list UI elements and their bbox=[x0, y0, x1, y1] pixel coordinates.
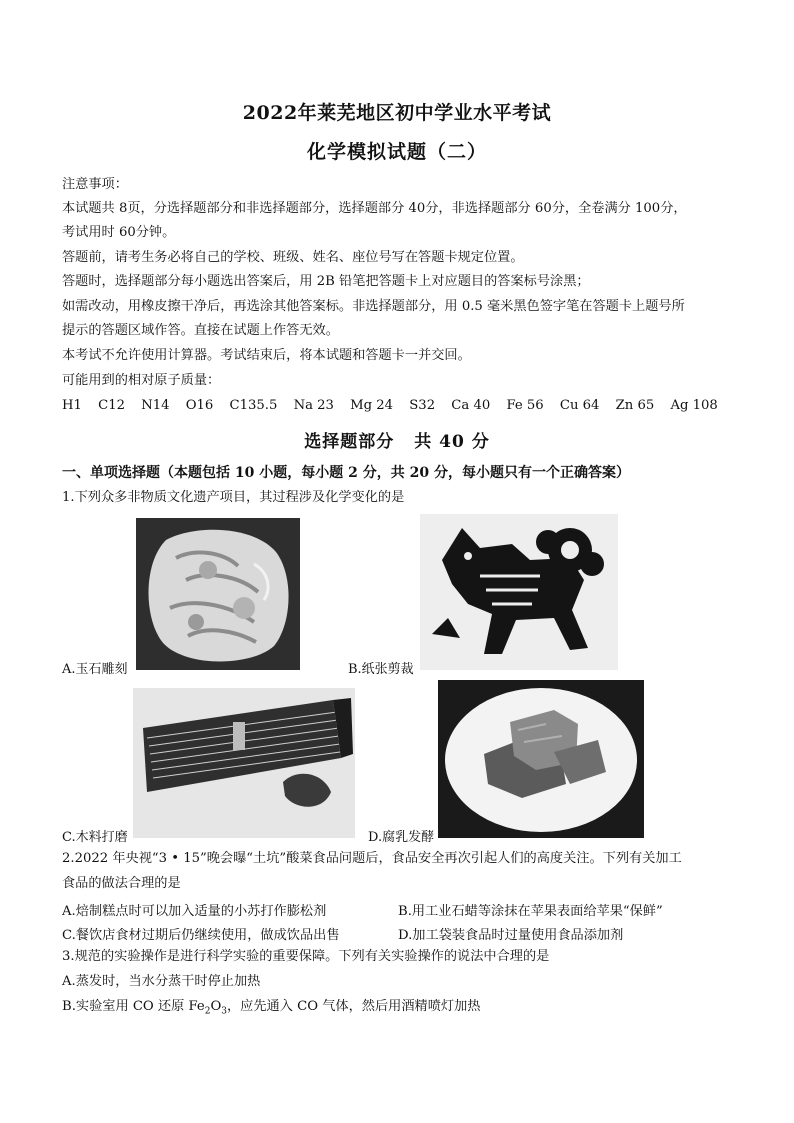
q2-stem-line-2: 食品的做法合理的是 bbox=[62, 876, 181, 891]
notes-line-6: 提示的答题区域作答。直接在试题上作答无效。 bbox=[62, 323, 339, 338]
q1-option-c: C.木料打磨 bbox=[62, 830, 128, 845]
atomic-mass: O16 bbox=[185, 398, 214, 413]
q3-option-b bbox=[62, 998, 480, 1021]
section-name: 选择题部分 bbox=[304, 432, 395, 452]
atomic-mass: Fe 56 bbox=[506, 398, 544, 413]
notes-line-7: 本考试不允许使用计算器。考试结束后，将本试题和答题卡一并交回。 bbox=[62, 348, 471, 363]
paper-cutting-image bbox=[420, 514, 618, 670]
q3-option-a: A.蒸发时，当水分蒸干时停止加热 bbox=[62, 974, 261, 989]
exam-title: 2022年莱芜地区初中学业水平考试 bbox=[242, 102, 552, 124]
atomic-mass: Na 23 bbox=[293, 398, 334, 413]
guqin-image bbox=[133, 688, 355, 838]
q1-option-d: D.腐乳发酵 bbox=[368, 830, 435, 845]
q2-option-b: B.用工业石蜡等涂抹在苹果表面给苹果“保鲜” bbox=[398, 904, 663, 919]
subscript: 3 bbox=[221, 1006, 227, 1017]
notes-line-1: 本试题共 8页，分选择题部分和非选择题部分，选择题部分 40分，非选择题部分 60分，全卷满分 100分， bbox=[62, 201, 687, 216]
notes-line-5: 如需改动，用橡皮擦干净后，再选涂其他答案标。非选择题部分，用 0.5 毫米黑色签字笔在答题卡上题号所 bbox=[62, 299, 685, 314]
fermented-tofu-image bbox=[438, 680, 644, 838]
atomic-mass: C12 bbox=[98, 398, 125, 413]
q1-option-b: B.纸张剪裁 bbox=[348, 662, 414, 677]
q2-option-c: C.餐饮店食材过期后仍继续使用，做成饮品出售 bbox=[62, 928, 340, 943]
atomic-mass: H1 bbox=[62, 398, 82, 413]
q2-option-a: A.焙制糕点时可以加入适量的小苏打作膨松剂 bbox=[62, 904, 327, 919]
atomic-mass: C135.5 bbox=[229, 398, 278, 413]
notes-line-4: 答题时，选择题部分每小题选出答案后，用 2B 铅笔把答题卡上对应题目的答案标号涂黑； bbox=[62, 274, 590, 289]
q1-option-a: A.玉石雕刻 bbox=[62, 662, 128, 677]
section-title bbox=[0, 427, 794, 452]
q3-option-b-text-end: ，应先通入 CO 气体，然后用酒精喷灯加热 bbox=[227, 999, 481, 1014]
notes-line-8: 可能用到的相对原子质量： bbox=[62, 373, 221, 388]
q3-stem: 3.规范的实验操作是进行科学实验的重要保障。下列有关实验操作的说法中合理的是 bbox=[62, 949, 550, 964]
q1-stem: 1.下列众多非物质文化遗产项目，其过程涉及化学变化的是 bbox=[62, 490, 405, 505]
atomic-mass: Ca 40 bbox=[451, 398, 491, 413]
q3-option-b-text-start: B.实验室用 CO 还原 Fe bbox=[62, 999, 205, 1014]
notes-line-2: 考试用时 60分钟。 bbox=[62, 225, 176, 240]
section-score: 共 40 分 bbox=[414, 432, 490, 452]
q3-option-b-oxygen: O bbox=[210, 999, 222, 1014]
atomic-mass: N14 bbox=[141, 398, 170, 413]
atomic-mass-list bbox=[62, 397, 730, 415]
atomic-mass: Ag 108 bbox=[670, 398, 718, 413]
atomic-mass: Mg 24 bbox=[350, 398, 394, 413]
jade-carving-image bbox=[136, 518, 300, 670]
atomic-mass: Zn 65 bbox=[615, 398, 655, 413]
q2-stem-line-1: 2.2022 年央视“3 • 15”晚会曝“土坑”酸菜食品问题后，食品安全再次引起人们的高度关注。下列有关加工 bbox=[62, 851, 682, 866]
q2-option-d: D.加工袋装食品时过量使用食品添加剂 bbox=[398, 928, 624, 943]
exam-subtitle: 化学模拟试题（二） bbox=[306, 141, 487, 163]
part1-heading: 一、单项选择题（本题包括 10 小题，每小题 2 分，共 20 分，每小题只有一个正确答案） bbox=[62, 465, 630, 481]
notes-heading: 注意事项： bbox=[62, 177, 128, 192]
subscript: 2 bbox=[204, 1006, 211, 1017]
notes-line-3: 答题前，请考生务必将自己的学校、班级、姓名、座位号写在答题卡规定位置。 bbox=[62, 250, 524, 265]
atomic-mass: S32 bbox=[409, 398, 436, 413]
atomic-mass: Cu 64 bbox=[559, 398, 600, 413]
